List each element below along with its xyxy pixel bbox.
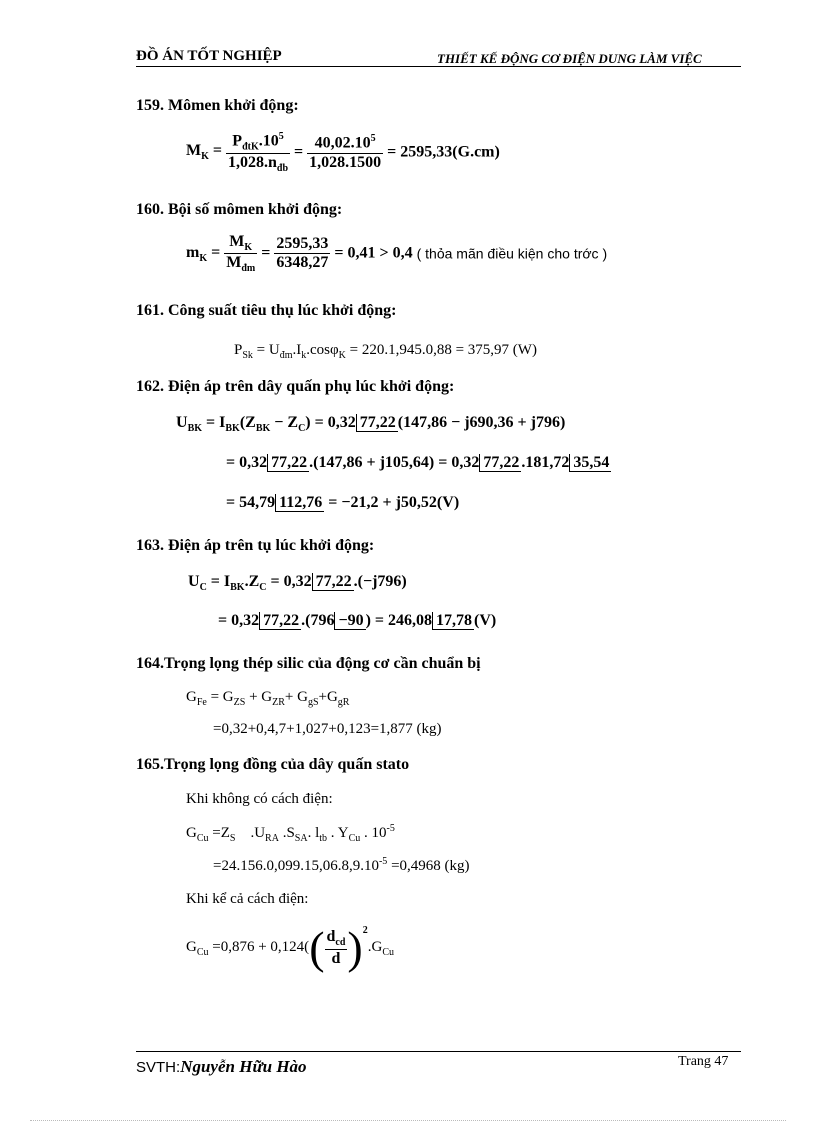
formula-165-line5: $G_{Cu} =0,876 + 0,124$(( $\frac{d_{cd}}{d}$ )$^2.G_{Cu}$ bbox=[186, 922, 395, 973]
formula-160: $m_K$ = $\frac{M_K}{M_{đm}}$ = $\frac{2595,33}{6348,27}$ = 0,41 > 0,4 ( thỏa mãn điều kiện cho trớc ) bbox=[186, 233, 608, 275]
text-165-line4: Khi kể cả cách điện: bbox=[186, 891, 309, 907]
fraction-165: $\frac{d_{cd}}{d}$ bbox=[326, 928, 346, 967]
page-number: Trang 47 bbox=[678, 1054, 729, 1069]
fraction-160-a: $\frac{M_K}{M_{đm}}$ bbox=[226, 233, 256, 275]
section-161-title: 161. Công suất tiêu thụ lúc khởi động: bbox=[136, 302, 397, 319]
header-right: THIẾT KẾ ĐỘNG CƠ ĐIỆN DUNG LÀM VIỆC bbox=[437, 51, 702, 66]
formula-162-line2: = 0,32 77,22 .(147,86 + j105,64) = 0,32 77,22 .181,72 35,54 bbox=[226, 454, 610, 471]
formula-164-line1: $G_{Fe} = G_{ZS} + G_{ZR}+ G_{gS}+G_{gR}$ bbox=[186, 689, 350, 708]
formula-161: $P_{Sk} = U_{đm}.I_k.\cos\varphi_K = 220.1,945.0,88 = 375,97$ (W) bbox=[234, 342, 537, 361]
formula-163-line1: $U_C = I_{BK}.Z_C = 0,32$ 77,22 .(−j796) bbox=[188, 573, 407, 594]
formula-163-line2: = 0,32 77,22 .(796 −90 ) = 246,08 17,78 (V) bbox=[218, 612, 497, 629]
header-rule bbox=[136, 66, 741, 67]
page-bottom-dots bbox=[30, 1120, 786, 1121]
formula-164-line2: =0,32+0,4,7+1,027+0,123=1,877 (kg) bbox=[213, 721, 442, 737]
formula-159: $M_K$ = $\frac{P_{đtK}.10^5}{1,028.n_{đb}}$ = $\frac{40,02.10^5}{1,028.1500}$ = 2595,33(G.cm) bbox=[186, 131, 500, 174]
section-164-title: 164.Trọng lọng thép silic của động cơ cần chuẩn bị bbox=[136, 655, 481, 672]
section-160-title: 160. Bội số mômen khởi động: bbox=[136, 201, 343, 218]
section-163-title: 163. Điện áp trên tụ lúc khởi động: bbox=[136, 537, 375, 554]
fraction-160-b: $\frac{2595,33}{6348,27}$ bbox=[276, 235, 329, 272]
formula-162-line1: $U_{BK} = I_{BK}(Z_{BK} - Z_C) = 0,32$ 77,22 (147,86 − j690,36 + j796) bbox=[176, 414, 566, 435]
formula-165-line3: $=24.156.0,099.15,06.8,9.10^{-5} =0,4968$ (kg) bbox=[213, 856, 470, 874]
header-left: ĐỒ ÁN TỐT NGHIỆP bbox=[136, 48, 282, 64]
fraction-159-a: $\frac{P_{đtK}.10^5}{1,028.n_{đb}}$ bbox=[228, 131, 289, 174]
formula-165-line2: $G_{Cu} =Z_S$ $.U_{RA}$ $.S_{SA}$. $l_{tb}$ . $Y_{Cu}$ . $10^{-5}$ bbox=[186, 823, 395, 844]
section-159-title: 159. Mômen khởi động: bbox=[136, 97, 299, 114]
section-162-title: 162. Điện áp trên dây quấn phụ lúc khởi động: bbox=[136, 378, 455, 395]
section-165-title: 165.Trọng lọng đồng của dây quấn stato bbox=[136, 756, 410, 773]
fraction-159-b: $\frac{40,02.10^5}{1,028.1500}$ bbox=[309, 133, 382, 171]
formula-162-line3: = 54,79 112,76 = −21,2 + j50,52(V) bbox=[226, 494, 460, 511]
text-165-line1: Khi không có cách điện: bbox=[186, 791, 333, 807]
footer-rule bbox=[136, 1051, 741, 1052]
footer-author: SVTH:Nguyễn Hữu Hào bbox=[136, 1057, 307, 1076]
